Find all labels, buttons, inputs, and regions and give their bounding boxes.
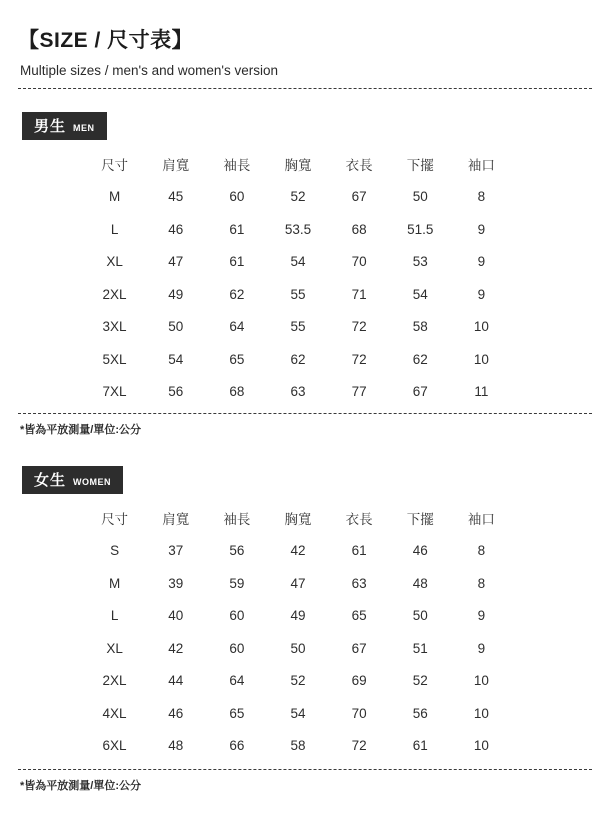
table-row [84, 600, 512, 633]
measurement-value: 52 [412, 673, 428, 689]
measurement-value: 54 [290, 254, 306, 270]
measurement-value: 48 [168, 738, 184, 754]
size-label: XL [106, 254, 123, 270]
measurement-value: 68 [351, 221, 367, 237]
measurement-value: 55 [290, 286, 306, 302]
measurement-value: 61 [351, 543, 367, 559]
measurement-value: 49 [290, 608, 306, 624]
measurement-value: 54 [290, 705, 306, 721]
measurement-value: 52 [290, 189, 306, 205]
divider [18, 413, 592, 414]
size-label: L [110, 221, 119, 237]
measurement-value: 9 [477, 254, 486, 270]
men-section-badge [22, 112, 107, 140]
measurement-value: 61 [412, 738, 428, 754]
measurement-value: 69 [351, 673, 367, 689]
divider [18, 769, 592, 770]
measurement-value: 52 [290, 673, 306, 689]
column-header: 下擺 [406, 158, 434, 174]
measurement-value: 10 [473, 673, 489, 689]
size-label: S [110, 543, 120, 559]
measurement-value: 67 [412, 384, 428, 400]
measurement-value: 61 [229, 254, 245, 270]
measurement-value: 53 [412, 254, 428, 270]
measurement-value: 66 [229, 738, 245, 754]
women-footnote: *皆為平放測量/單位:公分 [20, 780, 141, 792]
measurement-value: 8 [477, 189, 486, 205]
column-header: 袖口 [467, 512, 495, 528]
measurement-value: 9 [477, 221, 486, 237]
measurement-value: 65 [229, 351, 245, 367]
table-row [84, 665, 512, 698]
measurement-value: 58 [412, 319, 428, 335]
measurement-value: 47 [168, 254, 184, 270]
measurement-value: 62 [290, 351, 306, 367]
measurement-value: 72 [351, 319, 367, 335]
table-row [84, 246, 512, 279]
measurement-value: 50 [412, 608, 428, 624]
column-header: 尺寸 [101, 158, 129, 174]
size-label: 2XL [102, 286, 127, 302]
table-row [84, 730, 512, 763]
column-header: 衣長 [345, 158, 373, 174]
table-row [84, 535, 512, 568]
measurement-value: 51 [412, 640, 428, 656]
measurement-value: 46 [168, 221, 184, 237]
measurement-value: 67 [351, 640, 367, 656]
measurement-value: 10 [473, 351, 489, 367]
table-row [84, 278, 512, 311]
measurement-value: 72 [351, 351, 367, 367]
measurement-value: 39 [168, 575, 184, 591]
measurement-value: 70 [351, 705, 367, 721]
measurement-value: 70 [351, 254, 367, 270]
measurement-value: 46 [168, 705, 184, 721]
page-title: 【SIZE / 尺寸表】 [18, 29, 194, 52]
column-header: 胸寬 [284, 512, 312, 528]
measurement-value: 46 [412, 543, 428, 559]
measurement-value: 50 [290, 640, 306, 656]
measurement-value: 48 [412, 575, 428, 591]
measurement-value: 60 [229, 608, 245, 624]
measurement-value: 51.5 [407, 221, 434, 237]
measurement-value: 50 [412, 189, 428, 205]
measurement-value: 58 [290, 738, 306, 754]
section-women [0, 437, 610, 793]
measurement-value: 60 [229, 189, 245, 205]
column-header: 胸寬 [284, 158, 312, 174]
measurement-value: 55 [290, 319, 306, 335]
measurement-value: 9 [477, 286, 486, 302]
measurement-value: 8 [477, 575, 486, 591]
size-label: 2XL [102, 673, 127, 689]
measurement-value: 56 [412, 705, 428, 721]
measurement-value: 62 [412, 351, 428, 367]
women-size-table [84, 502, 512, 762]
size-label: M [108, 575, 121, 591]
size-label: 6XL [102, 738, 127, 754]
measurement-value: 60 [229, 640, 245, 656]
measurement-value: 47 [290, 575, 306, 591]
size-label: L [110, 608, 119, 624]
measurement-value: 53.5 [284, 221, 312, 237]
measurement-value: 56 [168, 384, 184, 400]
measurement-value: 44 [168, 673, 184, 689]
measurement-value: 71 [351, 286, 367, 302]
measurement-value: 50 [168, 319, 184, 335]
size-label: 3XL [102, 319, 127, 335]
size-label: 5XL [102, 351, 127, 367]
table-row [84, 632, 512, 665]
size-chart-page [0, 24, 610, 824]
men-size-table [84, 148, 512, 408]
table-row [84, 181, 512, 214]
measurement-value: 59 [229, 575, 245, 591]
measurement-value: 8 [477, 543, 486, 559]
column-header: 袖長 [223, 512, 251, 528]
column-header: 下擺 [406, 512, 434, 528]
measurement-value: 62 [229, 286, 245, 302]
measurement-value: 10 [473, 738, 489, 754]
measurement-value: 64 [229, 319, 245, 335]
measurement-value: 63 [290, 384, 306, 400]
column-header: 肩寬 [162, 512, 190, 528]
measurement-value: 68 [229, 384, 245, 400]
measurement-value: 56 [229, 543, 245, 559]
measurement-value: 42 [290, 543, 306, 559]
measurement-value: 10 [473, 705, 489, 721]
measurement-value: 45 [168, 189, 184, 205]
column-header: 衣長 [345, 512, 373, 528]
table-row [84, 697, 512, 730]
column-header: 袖口 [467, 158, 495, 174]
table-row [84, 343, 512, 376]
measurement-value: 63 [351, 575, 367, 591]
men-footnote: *皆為平放測量/單位:公分 [20, 424, 141, 436]
size-label: 7XL [102, 384, 127, 400]
women-badge-label-en: WOMEN [73, 477, 112, 487]
size-label: XL [106, 640, 123, 656]
measurement-value: 61 [229, 221, 245, 237]
measurement-value: 65 [351, 608, 367, 624]
measurement-value: 67 [351, 189, 367, 205]
women-header-row [84, 502, 512, 535]
measurement-value: 72 [351, 738, 367, 754]
measurement-value: 11 [474, 384, 489, 400]
men-badge-label-en: MEN [73, 123, 95, 133]
measurement-value: 49 [168, 286, 184, 302]
measurement-value: 54 [412, 286, 428, 302]
table-row [84, 567, 512, 600]
measurement-value: 42 [168, 640, 184, 656]
table-row [84, 311, 512, 344]
women-section-badge [22, 466, 123, 494]
men-badge-label-zh: 男生 [34, 118, 67, 135]
men-header-row [84, 148, 512, 181]
size-label: 4XL [102, 705, 127, 721]
measurement-value: 64 [229, 673, 245, 689]
size-label: M [108, 189, 121, 205]
measurement-value: 9 [477, 608, 486, 624]
measurement-value: 9 [477, 640, 486, 656]
column-header: 肩寬 [162, 158, 190, 174]
table-row [84, 213, 512, 246]
page-subtitle: Multiple sizes / men's and women's version [20, 63, 279, 78]
measurement-value: 37 [168, 543, 184, 559]
measurement-value: 65 [229, 705, 245, 721]
women-badge-label-zh: 女生 [34, 472, 67, 489]
measurement-value: 40 [168, 608, 184, 624]
column-header: 尺寸 [101, 512, 129, 528]
measurement-value: 77 [351, 384, 367, 400]
column-header: 袖長 [223, 158, 251, 174]
measurement-value: 54 [168, 351, 184, 367]
table-row [84, 376, 512, 409]
measurement-value: 10 [473, 319, 489, 335]
section-men [0, 89, 610, 437]
